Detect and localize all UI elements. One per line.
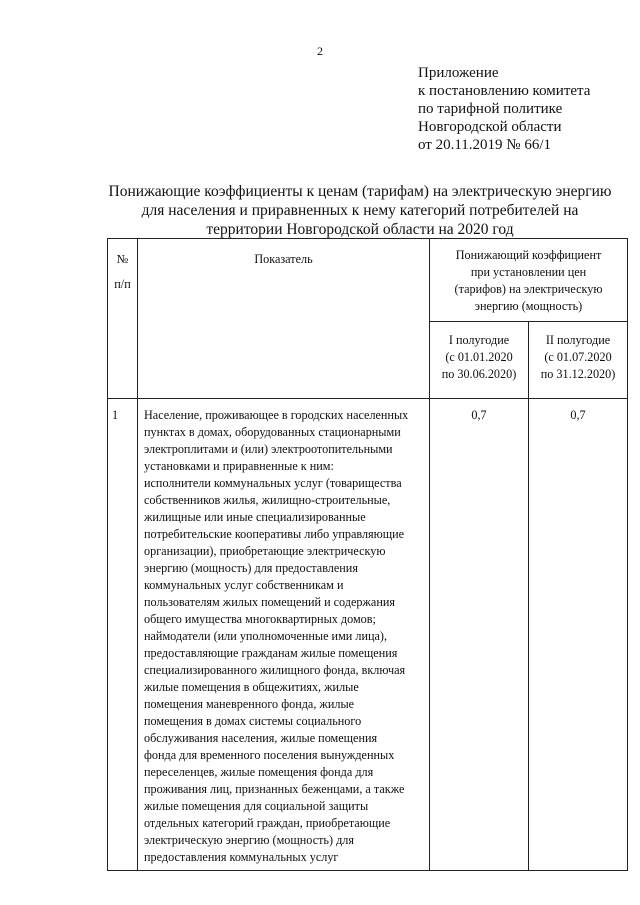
- description-line: пользователям жилых помещений и содержания: [144, 595, 395, 609]
- header-period-line: II полугодие: [545, 333, 611, 347]
- description-line: проживания лиц, признанных беженцами, а также: [144, 782, 405, 796]
- header-period-line: по 31.12.2020): [540, 367, 616, 381]
- title-line: для населения и приравненных к нему категорий потребителей на: [141, 202, 579, 219]
- appendix-line: от 20.11.2019 № 66/1: [418, 137, 552, 153]
- row-value-period-2: 0,7: [529, 399, 628, 871]
- header-coefficient-line: Понижающий коэффициент: [455, 248, 602, 262]
- header-number-sign: №: [116, 252, 129, 266]
- description-line: собственников жилья, жилищно-строительные,: [144, 493, 391, 507]
- description-line: переселенцев, жилые помещения фонда для: [144, 765, 374, 779]
- header-period-line: (с 01.01.2020: [445, 350, 513, 364]
- header-coefficient-line: энергию (мощность): [474, 299, 583, 313]
- description-line: электрическую энергию (мощность) для: [144, 833, 354, 847]
- description-line: общего имущества многоквартирных домов;: [144, 612, 376, 626]
- title-line: территории Новгородской области на 2020 год: [206, 221, 514, 238]
- appendix-line: по тарифной политике: [418, 101, 563, 117]
- description-line: предоставления коммунальных услуг: [144, 850, 339, 864]
- header-number-label: п/п: [114, 277, 131, 291]
- description-line: установками и приравненные к ним:: [144, 459, 334, 473]
- header-coefficient-line: при установлении цен: [470, 265, 587, 279]
- header-period-line: I полугодие: [448, 333, 510, 347]
- document-title: [90, 182, 630, 239]
- header-period-line: (с 01.07.2020: [544, 350, 612, 364]
- appendix-block: [418, 64, 590, 154]
- appendix-line: к постановлению комитета: [418, 83, 591, 99]
- header-period-2: [529, 322, 628, 399]
- table-row: [108, 399, 628, 871]
- description-line: помещения маневренного фонда, жилые: [144, 697, 355, 711]
- page-number: 2: [317, 44, 323, 58]
- description-line: пунктах в домах, оборудованных стационарными: [144, 425, 401, 439]
- description-line: предоставляющие гражданам жилые помещения: [144, 646, 398, 660]
- description-line: помещения в домах системы социального: [144, 714, 362, 728]
- header-indicator: Показатель: [138, 239, 430, 399]
- description-line: отдельных категорий граждан, приобретающие: [144, 816, 391, 830]
- row-value-period-1: 0,7: [430, 399, 529, 871]
- description-line: коммунальных услуг собственникам и: [144, 578, 344, 592]
- header-coefficient-line: (тарифов) на электрическую: [454, 282, 603, 296]
- coefficient-table: [107, 238, 628, 871]
- description-line: обслуживания населения, жилые помещения: [144, 731, 378, 745]
- description-line: энергию (мощность) для предоставления: [144, 561, 358, 575]
- description-line: исполнители коммунальных услуг (товарищества: [144, 476, 402, 490]
- description-line: организации), приобретающие электрическую: [144, 544, 386, 558]
- description-line: жилые помещения для социальной защиты: [144, 799, 369, 813]
- description-line: Население, проживающее в городских населенных: [144, 408, 409, 422]
- row-number: 1: [108, 399, 138, 871]
- description-line: электроплитами и (или) электроотопительными: [144, 442, 393, 456]
- row-description: [138, 399, 430, 871]
- description-line: потребительские кооперативы либо управляющие: [144, 527, 405, 541]
- title-line: Понижающие коэффициенты к ценам (тарифам) на электрическую энергию: [108, 183, 612, 200]
- header-number: [108, 239, 138, 399]
- appendix-line: Приложение: [418, 65, 499, 81]
- description-line: жилищные или иные специализированные: [144, 510, 366, 524]
- table-header-row: [108, 239, 628, 322]
- description-line: специализированного жилищного фонда, включая: [144, 663, 406, 677]
- appendix-line: Новгородской области: [418, 119, 562, 135]
- header-coefficient: [430, 239, 628, 322]
- description-line: жилые помещения в общежитиях, жилые: [144, 680, 359, 694]
- header-period-1: [430, 322, 529, 399]
- description-line: наймодатели (или уполномоченные ими лица),: [144, 629, 387, 643]
- header-period-line: по 30.06.2020): [441, 367, 517, 381]
- description-line: фонда для временного поселения вынужденных: [144, 748, 395, 762]
